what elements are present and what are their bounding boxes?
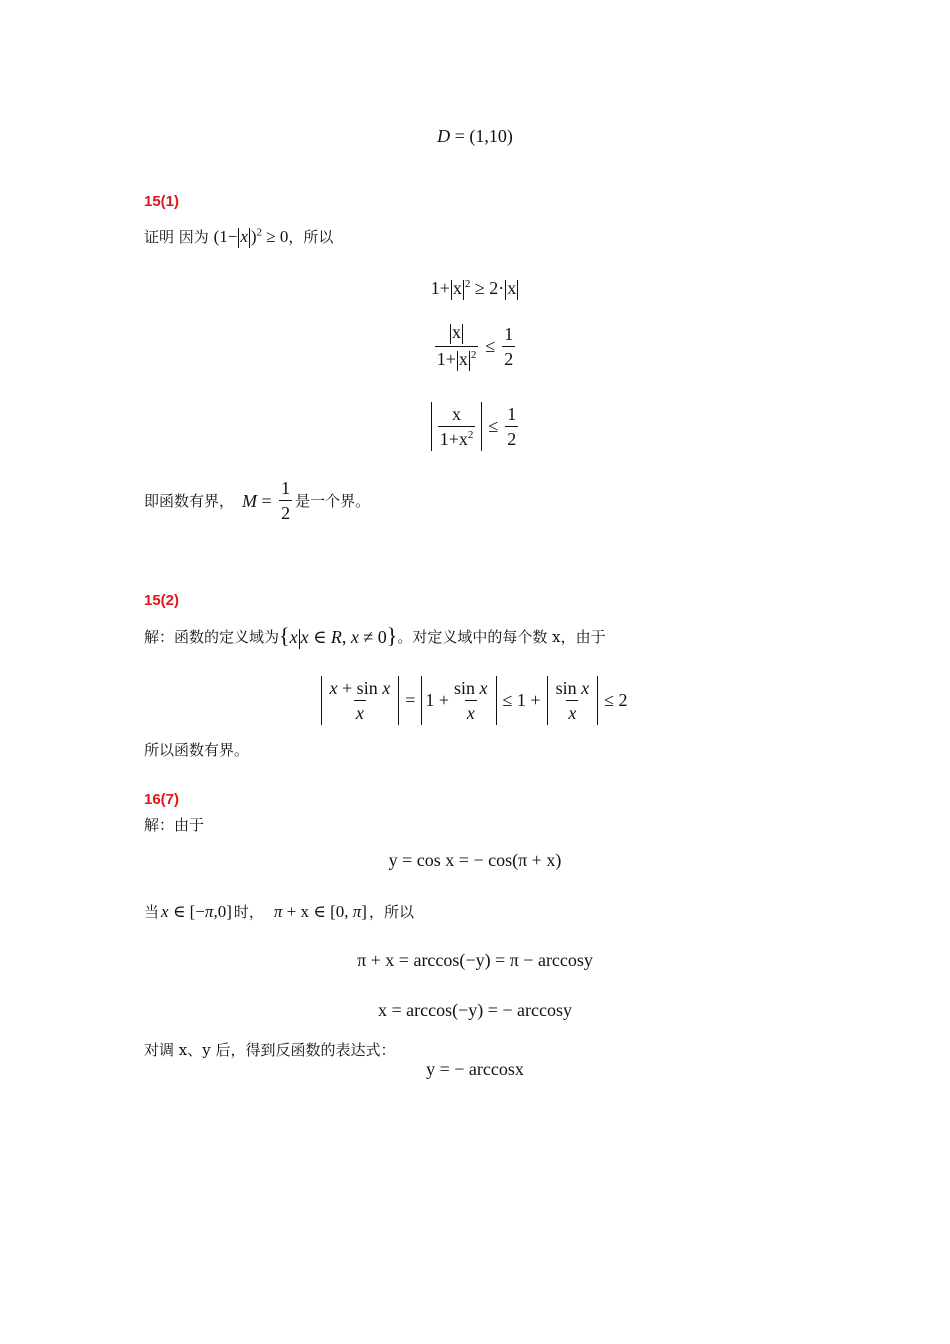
proof-line [144, 227, 333, 248]
domain-line [144, 623, 606, 649]
conclusion-line-1 [144, 478, 370, 523]
equation-1: y = cos x = − cos(π + x) [388, 850, 562, 870]
section-label-16-7: 16(7) [144, 791, 180, 808]
proof-suffix: ，所以 [288, 228, 334, 246]
inverse-function: y = − arccosx [426, 1059, 524, 1079]
proof-prefix: 证明 因为 [144, 228, 209, 246]
domain-suffix: 。对定义域中的每个数 x，由于 [397, 628, 606, 647]
condition-mid: 时， [233, 903, 264, 921]
interval-1: x ∈ [−π,0] [161, 902, 232, 921]
domain-set: {x x ∈ R, x ≠ 0} [279, 623, 398, 648]
swap-line: 对调 x、y 后，得到反函数的表达式： [144, 1041, 396, 1059]
condition-suffix: ，所以 [368, 903, 414, 921]
domain-prefix: 解：函数的定义域为 [144, 628, 280, 647]
proof-inequality: (1− x )$^2$ ≥ 0 [214, 227, 289, 246]
conclusion-suffix: 是一个界。 [295, 491, 371, 510]
interval-2: π + x ∈ [0, π] [273, 902, 367, 921]
section-label-15-2: 15(2) [144, 592, 180, 609]
bound-chain: $\frac{\text{x + sin x}}{x}$ = 1 + $\frac{\text{sin x}}{x}$ ≤ 1 + $\frac{\text{sin x}}{x}$ ≤ 2 [0, 676, 950, 725]
equation-2: π + x = arccos(−y) = π − arccosy [357, 950, 593, 970]
conclusion-prefix: 即函数有界， [144, 491, 235, 510]
equation-3: x = arccos(−y) = − arccosy [377, 1000, 573, 1020]
condition-line [144, 902, 414, 922]
ineq-2: $\frac{x}{1+ x ^2}$ ≤ $\frac{1}{2}$ [436, 322, 514, 369]
intro-line: 解：由于 [144, 816, 205, 834]
ineq-3: $\frac{x}{1+x^2}$ ≤ $\frac{1}{2}$ [0, 402, 950, 451]
section-label-15-1: 15(1) [144, 193, 180, 210]
domain-equation: D = (1,10) [437, 126, 513, 146]
conclusion-line-2: 所以函数有界。 [144, 741, 250, 759]
bound-expression: M = $\frac{1}{2}$ [242, 478, 291, 523]
ineq-1: 1+ x $^2$ ≥ 2· x [430, 278, 517, 298]
condition-prefix: 当 [144, 903, 160, 921]
